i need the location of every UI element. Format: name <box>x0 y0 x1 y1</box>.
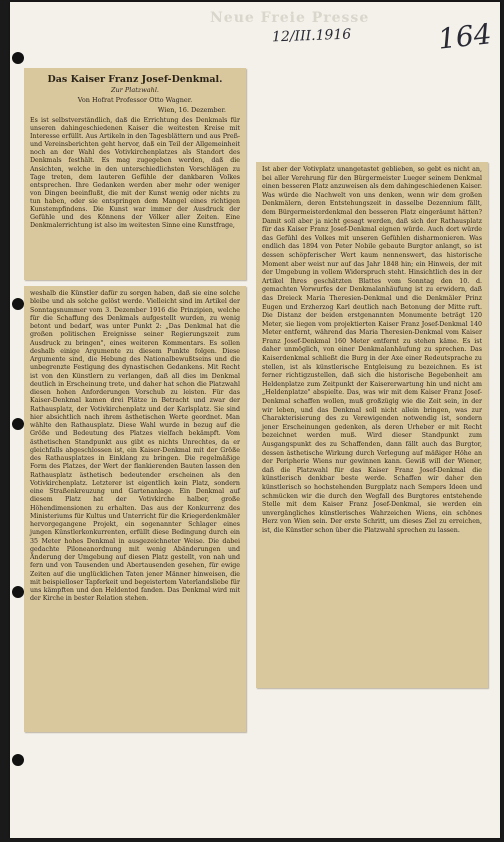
article-subtitle: Zur Platzwahl. <box>110 86 159 94</box>
article-body: Es ist selbstverständlich, daß die Errichtung des Denkmals für unseren dahingeschiedenen Kaiser die weitesten Kreise mit Interesse erfüllt. Aus Artikeln in den Tagesblättern und aus Preß- und Vereinsberichten geht hervor, daß ein Teil der Allgemeinheit noch an der Wahl des Votivkirchenplatzes als Standort des Denkmals festhält. Es mag zugegeben werden, daß die Ansichten, welche in den unterschiedlichsten Vorschlägen zu Tage treten, dem lauteren Gefühle der dankbaren Volkes entsprechen. Ihre Gedanken werden aber mehr oder weniger von Dingen beeinflußt, die mit der Kunst wenig oder nichts zu tun haben, oder sie entspringen dem Mangel eines richtigen Kunstempfindens. Die Kunst war immer der Ausdruck der Gefühle und des Könnens der Völker aller Zeiten. Eine Denkmalerrichtung ist also im weitesten Sinne eine Kunstfrage, <box>30 117 240 230</box>
article-body: weshalb die Künstler dafür zu sorgen haben, daß sie eine solche bleibe und als solche gelöst werde. Vielleicht sind im Artikel der Sonntagsnummer vom 3. Dezember 1916 die Prinzipien, welche für die Schaffung des Denkmals aufgestellt wurden, zu wenig betont und bedarf, was unter Punkt 2: „Das Denkmal hat die großen politischen Ereignisse seiner Regierungszeit zum Ausdruck zu bringen", eines weiteren Kommentars. Es sollen deshalb einige Argumente zu diesem Punkte folgen. Diese Argumente sind, die Hebung des Nationalbewußtseins und die unbegrenzte Festigung des dynastischen Gedankens. Mit Recht ist von den Künstlern zu verlangen, daß all dies im Denkmal deutlich in Erscheinung trete, und daher hat schon die Platzwahl diesen hohen Anforderungen Vorschub zu leisten. Für das Kaiser-Denkmal kamen drei Plätze in Betracht und zwar der Rathausplatz, der Votivkirchenplatz und der Karlsplatz. Sie sind hier absichtlich nach ihrem ästhetischen Werte geordnet. Man wählte den Rathausplatz. Diese Wahl wurde in bezug auf die Größe und Bedeutung des Platzes vielfach bekämpft. Vom ästhetischen Standpunkt aus gibt es nichts Unrechtes, da er gleichfalls abgeschlossen ist, ein Kaiser-Denkmal mit der Größe des Rathausplatzes in Einklang zu bringen. Die regelmäßige Form des Platzes, der Wert der flankierenden Bauten lassen den Rathausplatz ästhetisch bedeutender erscheinen als den Votivkirchenplatz. Letzterer ist eigentlich kein Platz, sondern eine Straßenkreuzung und Gartenanlage. Ein Denkmal auf diesem Platz hat der Votivkirche halber, große Höhendimensionen zu erhalten. Das aus der Konkurrenz des Ministeriums für Kultus und Unterricht für die Kriegerdenkmäler hervorgegangene Projekt, ein sogenannter Schlager eines jungen Künstlerkonkurrenten, erfüllt diese Bedingung durch ein 35 Meter hohes Denkmal in ausgezeichneter Weise. Die dabei gedachte Piloneanordnung mit wenig Abänderungen und Änderung der Umgebung auf diesen Platz gestellt, von nah und fern und von Tausenden und Abertausenden gesehen, für ewige Zeiten auf die unglücklichen Taten jener Männer hinweisen, die mit beispielloser Tapferkeit und begeistertem Vaterlandsliebe für uns kämpften und den Heldentod fanden. Das Denkmal wird mit der Kirche in bester Relation stehen. <box>30 290 240 603</box>
article-title: Das Kaiser Franz Josef-Denkmal. <box>47 74 223 85</box>
punch-hole <box>12 298 24 310</box>
article-body: Ist aber der Votivplatz unangetastet geblieben, so gebt es nicht an, bei aller Verehrung für den Bürgermeister Lueger seinem Denkmal einen besseren Platz anzuweisen als dem dahingeschiedenen Kaiser. Was würde die Nachwelt von uns denken, wenn wir dem großen Denkmälern, deren Entstehungszeit in dasselbe Dezennium fällt, dem Bürgermeisterdenkmal den besseren Platz eingeräumt hätten? Damit soll aber ja nicht gesagt werden, daß sich der Rathausplatz für das Kaiser Franz Josef-Denkmal eignen würde. Auch dort würde das Gefühl des Volkes mit unseren Gefühlen disharmonieren. Was endlich das 1894 von Peter Nobile gebaute Burgtor anlangt, so ist dessen schöpferischer Wert kaum nennenswert, das historische Moment aber weist nur auf das Jahr 1848 hin; ein Hinweis, der mit der Umgebung in vollem Widerspruch steht. Hinsichtlich des in der Artikel Ihres geschätzten Blattes vom Sonntag den 10. d. gemachten Vorwurfes der Denkmalanhäufung ist zu erwidern, daß das Dreieck Maria Theresien-Denkmal und die Denkmäler Prinz Eugen und Erzherzog Karl deutlich nach Betonung der Mitte ruft. Die Distanz der beiden erstgenannten Monumente beträgt 120 Meter, sie liegen vom projektierten Kaiser Franz Josef-Denkmal 140 Meter entfernt, während das Maria Theresien-Denkmal vom Kaiser Franz Josef-Denkmal 160 Meter entfernt zu stehen käme. Es ist daher unmöglich, von einer Denkmalanhäufung zu sprechen. Das Kaiserdenkmal schließt die Burg in der Axe einer Redeutsprache zu stellen, ist als künstlerische Entgleisung zu bezeichnen. Es ist ferner richtigzustellen, daß sich die historische Begebenheit am Heldenplatze zum Zeitpunkt der Kaisererwartung hin und nicht am „Heldenplatze" abspielte. Das, was wir mit dem Kaiser Franz Josef-Denkmal schaffen wollen, muß großzügig wie die Zeit sein, in der wir leben, und das Denkmal soll nicht allein bringen, was zur Charakterisierung des zu Verewigenden notwendig ist, sondern jener Erscheinungen gedenken, als deren Urheber er mit Recht bezeichnet werden muß. Wird dieser Standpunkt zum Ausgangspunkt des zu Schaffenden, dann fällt auch das Burgtor, dessen ästhetische Wirkung durch Verlegung auf mäßiger Höhe an der Peripherie Wiens nur gewinnen kann. Gewiß will der Wiener, daß die Platzwahl für das Kaiser Franz Josef-Denkmal die künstlerisch denkbar beste werde. Schaffen wir daher den künstlerisch so hochstehenden Burgplatz nach Sempers Ideen und schmücken wir die durch den Wegfall des Burgtores entstehende Stelle mit dem Kaiser Franz Josef-Denkmal, sie werden ein unvergängliches künstlerisches Wahrzeichen Wiens, ein schönes Herz von Wien sein. Der erste Schritt, um dieses Ziel zu erreichen, ist, die Künstler schon über die Platzwahl sprechen zu lassen. <box>262 166 482 534</box>
clipping-article-head <box>24 68 246 280</box>
article-author: Von Hofrat Professor Otto Wagner. <box>77 96 193 104</box>
newspaper-masthead: Neue Freie Presse <box>210 10 370 26</box>
folio-number: 164 <box>436 17 494 56</box>
punch-hole <box>12 754 24 766</box>
handwritten-date: 12/III.1916 <box>271 26 352 46</box>
article-place-date: Wien, 16. Dezember. <box>157 106 226 114</box>
punch-hole <box>12 586 24 598</box>
clipping-article-right-column <box>256 162 488 688</box>
clipping-article-continued <box>24 286 246 732</box>
punch-hole <box>12 52 24 64</box>
archive-sheet <box>10 2 500 838</box>
punch-hole <box>12 418 24 430</box>
